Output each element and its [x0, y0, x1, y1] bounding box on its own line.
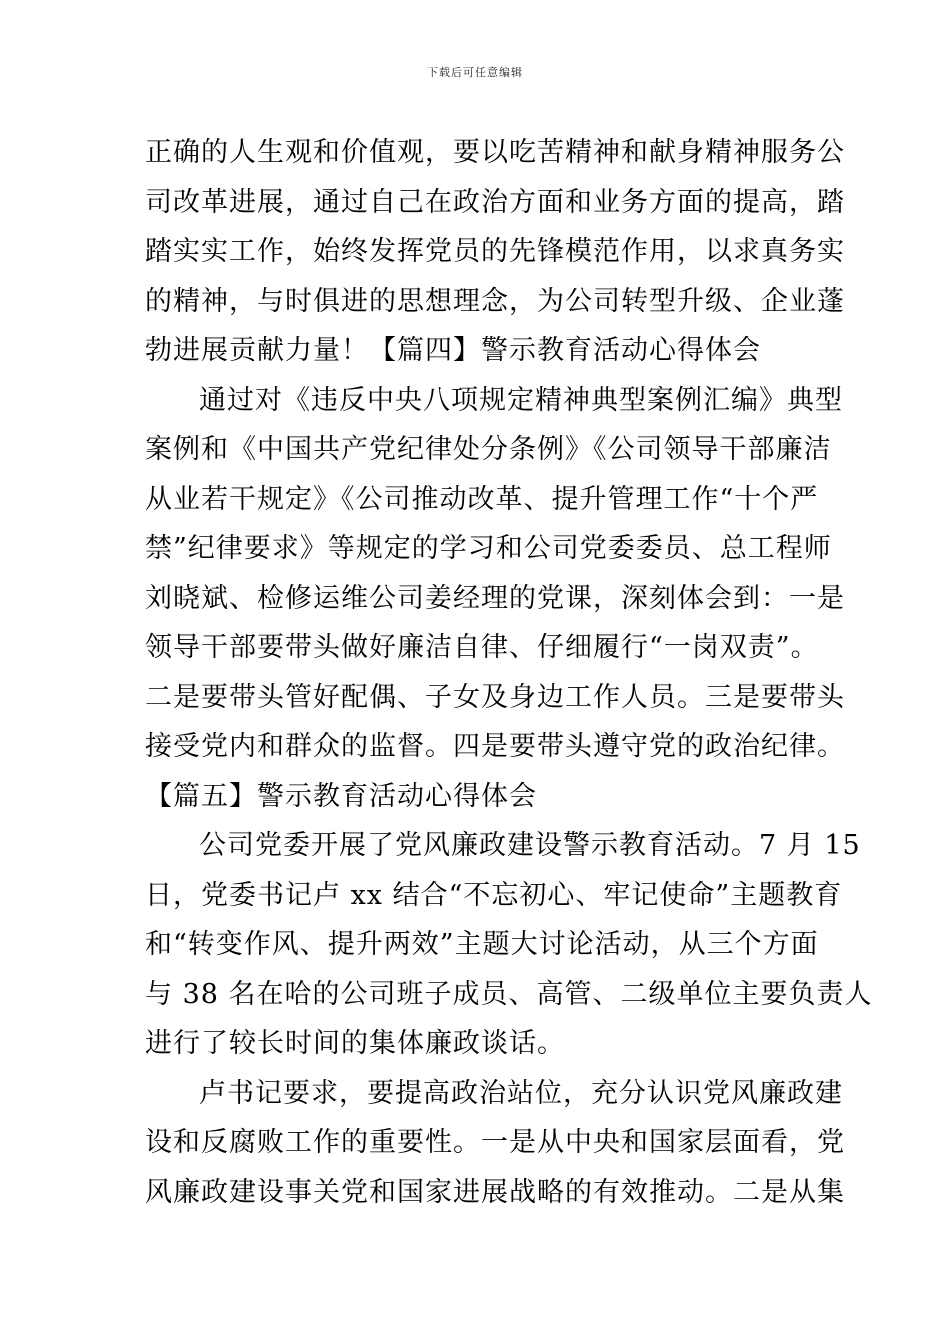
- text-line: 刘晓斌、检修运维公司姜经理的党课，深刻体会到：一是: [145, 582, 845, 614]
- text-line: 和“转变作风、提升两效”主题大讨论活动，从三个方面: [145, 929, 819, 960]
- text-line: 勃进展贡献力量！【篇四】警示教育活动心得体会: [145, 335, 761, 366]
- text-line: 设和反腐败工作的重要性。一是从中央和国家层面看，党: [145, 1127, 845, 1158]
- text-line: 案例和《中国共产党纪律处分条例》《公司领导干部廉洁: [145, 434, 832, 465]
- text-line: 司改革进展，通过自己在政治方面和业务方面的提高，踏: [145, 186, 845, 218]
- text-line: 进行了较长时间的集体廉政谈话。: [145, 1028, 565, 1059]
- paragraph-start-line: 通过对《违反中央八项规定精神典型案例汇编》典型: [199, 384, 843, 416]
- paragraph-start-line: 公司党委开展了党风廉政建设警示教育活动。7 月 15: [199, 830, 861, 861]
- text-line: 与 38 名在哈的公司班子成员、高管、二级单位主要负责人: [145, 978, 873, 1010]
- text-line: 禁”纪律要求》等规定的学习和公司党委委员、总工程师: [145, 533, 832, 564]
- document-body: [145, 128, 873, 1217]
- text-line: 从业若干规定》《公司推动改革、提升管理工作“十个严: [145, 483, 819, 515]
- paragraph-start-line: 卢书记要求，要提高政治站位，充分认识党风廉政建: [199, 1077, 843, 1109]
- text-line: 的精神，与时俱进的思想理念，为公司转型升级、企业蓬: [145, 285, 845, 317]
- section-heading: 【篇五】警示教育活动心得体会: [145, 780, 537, 812]
- text-line: 风廉政建设事关党和国家进展战略的有效推动。二是从集: [145, 1176, 845, 1208]
- text-line: 正确的人生观和价值观，要以吃苦精神和献身精神服务公: [145, 137, 845, 168]
- text-line: 二是要带头管好配偶、子女及身边工作人员。三是要带头: [145, 681, 845, 713]
- download-note: 下载后可任意编辑: [427, 66, 523, 79]
- text-line: 日，党委书记卢 xx 结合“不忘初心、牢记使命”主题教育: [145, 879, 843, 911]
- text-line: 领导干部要带头做好廉洁自律、仔细履行“一岗双责”。: [145, 632, 819, 663]
- text-line: 接受党内和群众的监督。四是要带头遵守党的政治纪律。: [145, 731, 845, 762]
- text-line: 踏实实工作，始终发挥党员的先锋模范作用，以求真务实: [145, 236, 845, 267]
